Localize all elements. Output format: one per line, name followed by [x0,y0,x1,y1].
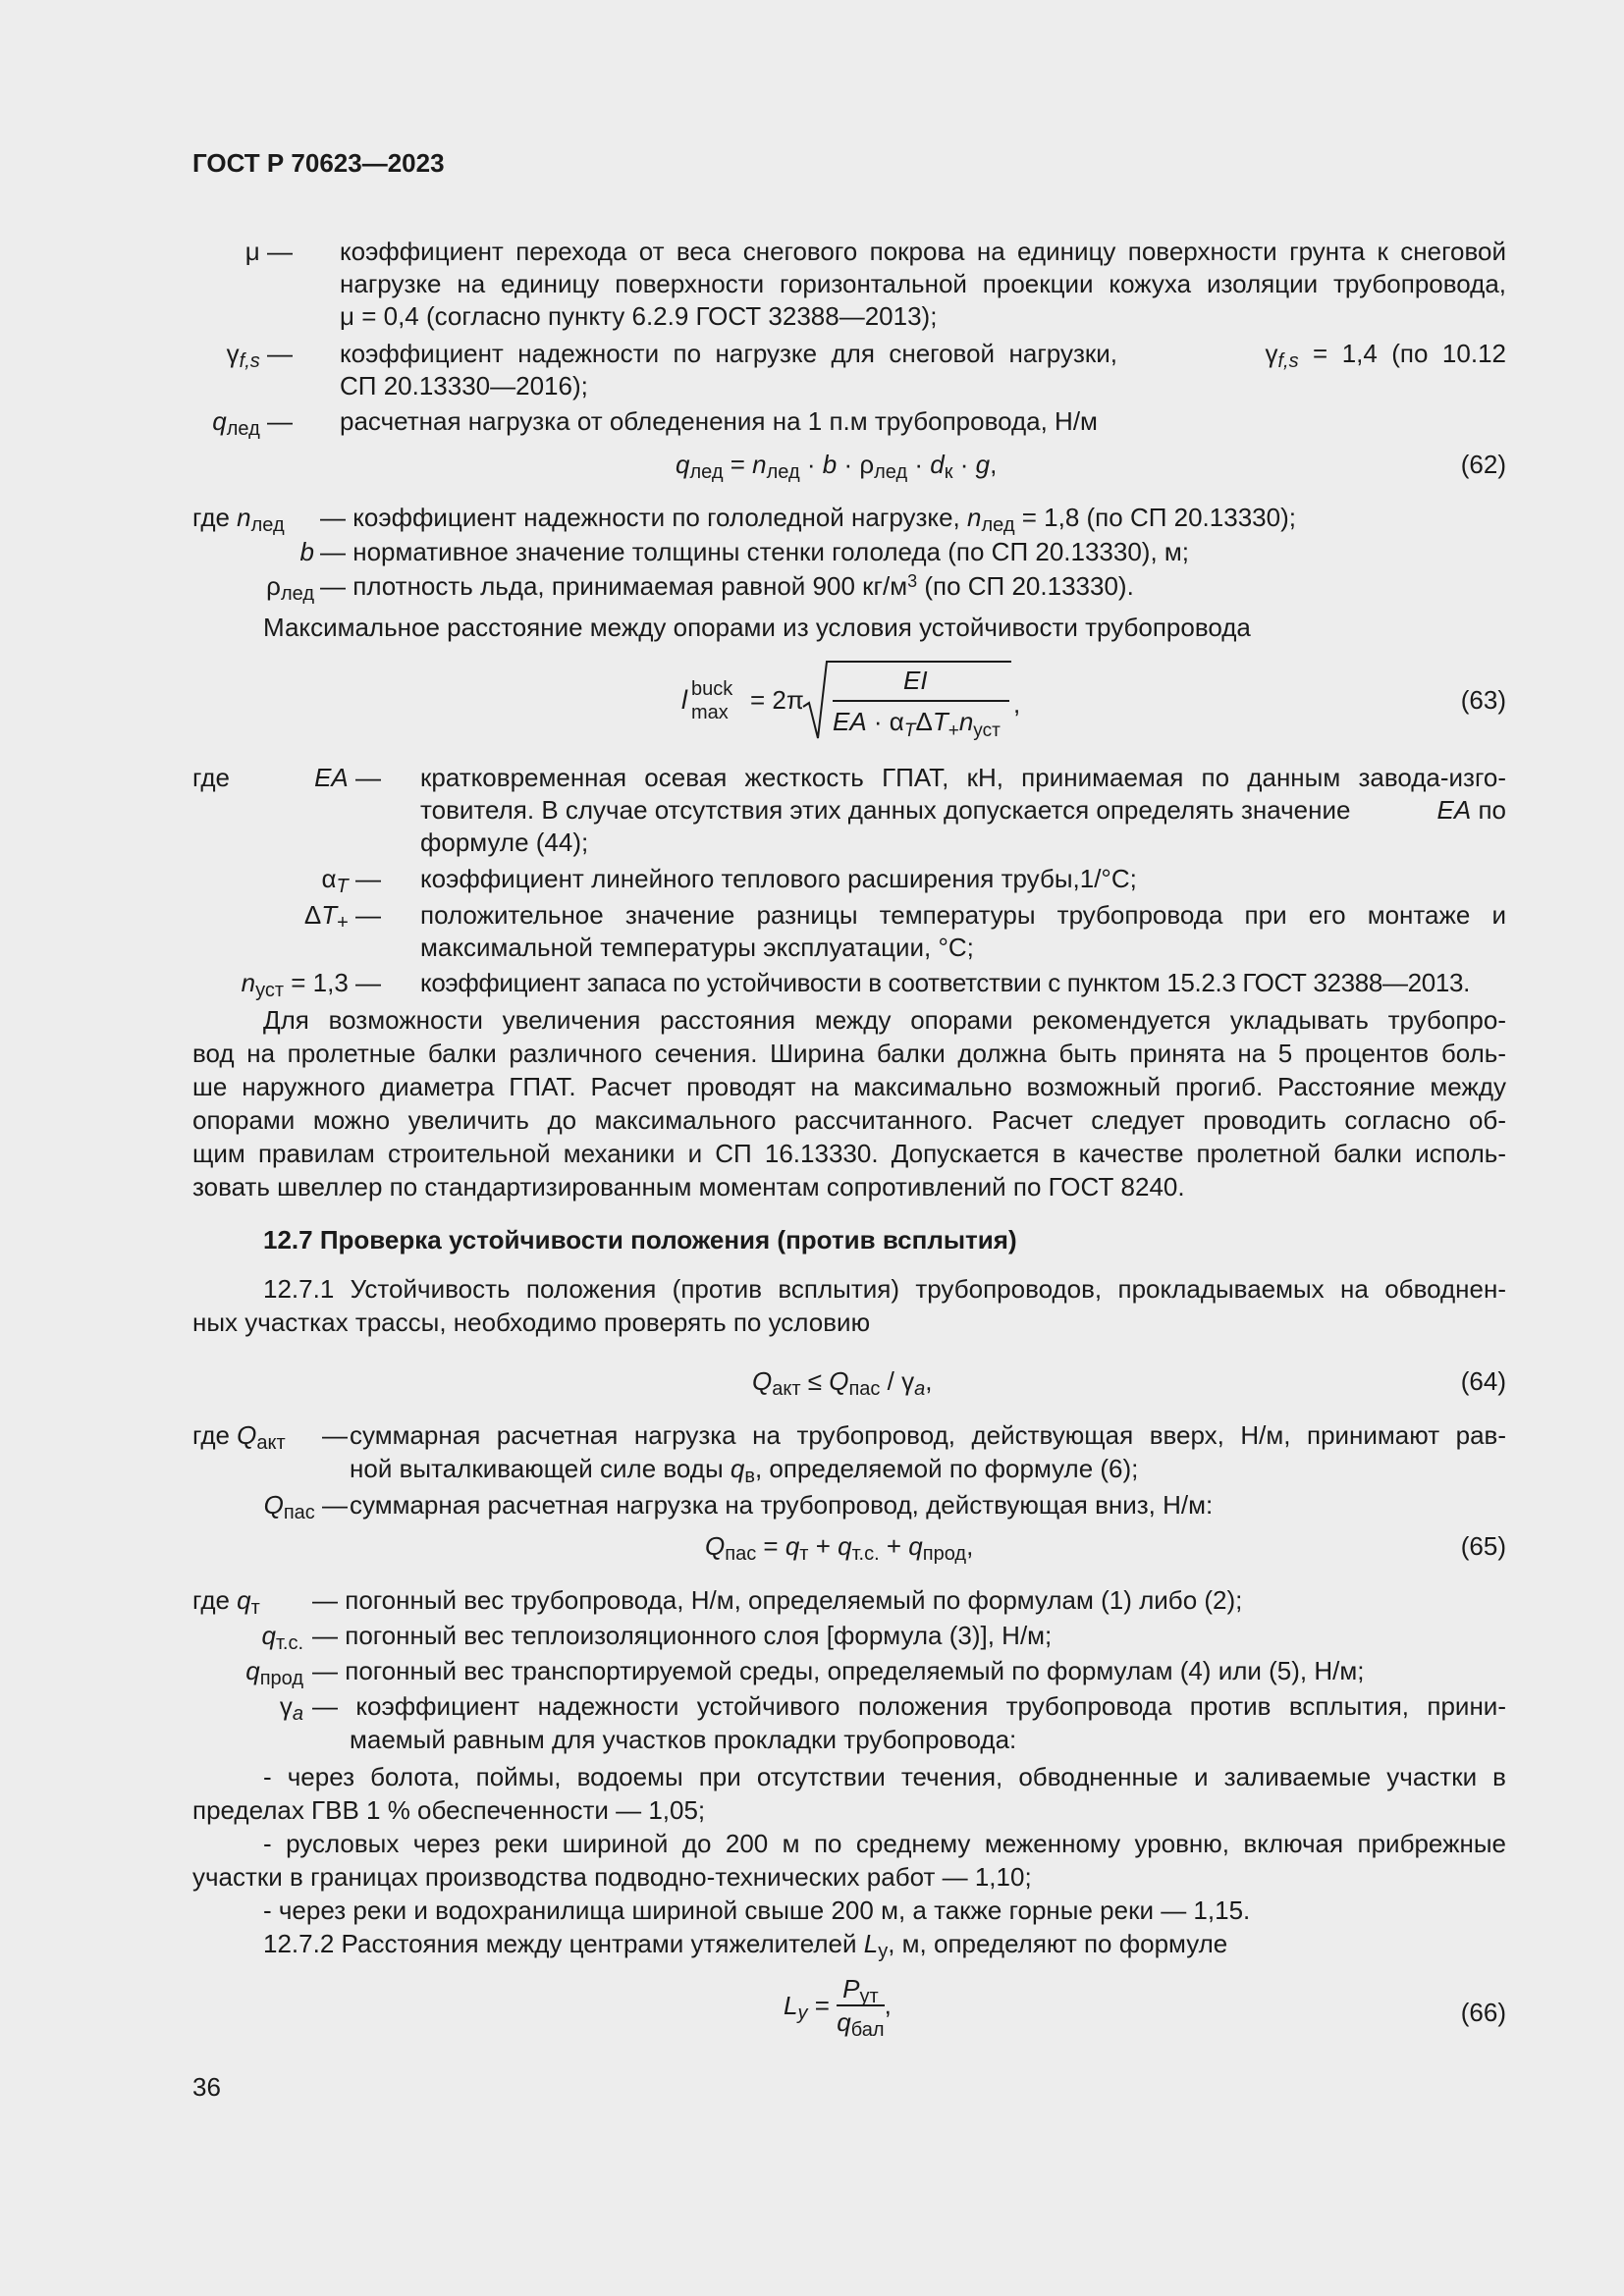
def-gamma-a-line1: — коэффициент надежности устойчивого положения трубопровода против всплытия, прини- [312,1691,1506,1721]
def-ea-line3: формуле (44); [420,828,589,857]
svg-text:l: l [681,685,687,715]
term-mu: μ — [244,237,293,266]
para-support-line3: ше наружного диаметра ГПАТ. Расчет проводят на максимально возможный прогиб. Расстояние между [192,1072,1506,1101]
equation-number-64: (64) [1460,1366,1506,1396]
def-q-akt-line2: ной выталкивающей силе воды $q_в$, определяемой по формуле (6); [350,1454,1139,1487]
term-delta-t: $\Delta T_+$ — [303,900,381,934]
def-q-t: — погонный вес трубопровода, Н/м, определяемый по формулам (1) либо (2); [312,1585,1243,1615]
def-mu-line2: нагрузке на единицу поверхности горизонтальной проекции кожуха изоляции трубопровода, [340,269,1506,298]
equation-number-62: (62) [1460,450,1506,479]
def-ea-line1: кратковременная осевая жесткость ГПАТ, кН, принимаемая по данным завода-изго- [420,763,1506,792]
svg-text:= 2π: = 2π [750,685,804,715]
term-alpha-t: $\alpha_T$ — [321,864,381,897]
svg-text:EA · αTΔT+nуст: EA · $\alpha_T\Delta T_+n_{уст}$ [833,707,1001,741]
term-q-pas: $Q_{пас}$ — [263,1490,348,1523]
equation-63-svg [677,658,1051,746]
def-gamma-a-line2: маемый равным для участков прокладки трубопровода: [350,1725,1017,1754]
bullet-3: - через реки и водохранилища шириной свыше 200 м, а также горные реки — 1,15. [263,1896,1251,1925]
def-q-prod: — погонный вес транспортируемой среды, определяемый по формулам (4) или (5), Н/м; [312,1656,1365,1685]
equation-62: $q_{лед} = n_{лед} \cdot b \cdot \rho_{лед} \cdot d_к \cdot g$, [676,450,998,483]
def-q-led: расчетная нагрузка от обледенения на 1 п.м трубопровода, Н/м [340,406,1098,436]
equation-number-66: (66) [1460,1998,1506,2027]
svg-text:max: max [691,702,729,723]
def-mu-line3: μ = 0,4 (согласно пункту 6.2.9 ГОСТ 32388—2013); [340,301,938,331]
def-ea-line2: товителя. В случае отсутствия этих данных допускается определять значение EA по [420,795,1506,825]
term-b: b [299,537,314,566]
bullet-2-line2: участки в границах производства подводно-технических работ — 1,10; [192,1862,1032,1892]
equation-63 [677,658,1051,753]
equation-number-63: (63) [1460,685,1506,715]
where-q-akt: где $Q_{акт}$ [192,1420,286,1454]
def-gamma-fs-line1: коэффициент надежности по нагрузке для снеговой нагрузки, $\gamma_{f,s} = 1,4$ (по 10.12 [340,339,1506,372]
para-1271-line2: ных участках трассы, необходимо проверять по условию [192,1308,871,1337]
def-delta-t-line1: положительное значение разницы температуры трубопровода при его монтаже и [420,900,1506,930]
para-support-line1: Для возможности увеличения расстояния между опорами рекомендуется укладывать трубопро- [263,1005,1506,1035]
para-support-line4: опорами можно увеличить до максимального рассчитанного. Расчет следует проводить согласно об- [192,1105,1506,1135]
term-q-prod: $q_{прод}$ [245,1656,303,1689]
def-n-ust: коэффициент запаса по устойчивости в соответствии с пунктом 15.2.3 ГОСТ 32388—2013. [420,968,1470,997]
section-title: 12.7 Проверка устойчивости положения (против всплытия) [263,1225,1017,1255]
def-b: — нормативное значение толщины стенки гололеда (по СП 20.13330), м; [320,537,1190,566]
def-delta-t-line2: максимальной температуры эксплуатации, °С; [420,933,974,962]
term-dash-akt: — [322,1420,348,1450]
document-header: ГОСТ Р 70623—2023 [192,148,445,178]
svg-text:EI: EI [903,666,928,695]
def-q-akt-line1: суммарная расчетная нагрузка на трубопровод, действующая вверх, Н/м, принимают рав- [350,1420,1506,1450]
term-gamma-fs: $\gamma_{f,s}$ — [226,339,293,372]
def-gamma-fs-line2: СП 20.13330—2016); [340,371,588,400]
def-n-led: — коэффициент надежности по гололедной нагрузке, $n_{лед} = 1,8$ (по СП 20.13330); [320,503,1296,536]
def-alpha-t: коэффициент линейного теплового расширения трубы,1/°С; [420,864,1137,893]
term-gamma-a: $\gamma_a$ [279,1691,303,1725]
equation-64: $Q_{акт} \le Q_{пас} / \gamma_a$, [752,1366,933,1400]
term-q-ts: $q_{т.с.}$ [261,1621,303,1654]
para-1271-line1: 12.7.1 Устойчивость положения (против всплытия) трубопроводов, прокладываемых на обводнен- [263,1274,1506,1304]
bullet-1-line1: - через болота, поймы, водоемы при отсутствии течения, обводненные и заливаемые участки в [263,1762,1506,1791]
def-mu-line1: коэффициент перехода от веса снегового покрова на единицу поверхности грунта к снеговой [340,237,1506,266]
para-support-line6: зовать швеллер по стандартизированным моментам сопротивлений по ГОСТ 8240. [192,1172,1185,1201]
def-q-pas: суммарная расчетная нагрузка на трубопровод, действующая вниз, Н/м: [350,1490,1214,1520]
term-rho-led: $\rho_{лед}$ [266,571,314,605]
para-support-line2: вод на пролетные балки различного сечения. Ширина балки должна быть принята на 5 процентов боль- [192,1039,1506,1068]
bullet-2-line1: - русловых через реки шириной до 200 м по среднему меженному уровню, включая прибрежные [263,1829,1506,1858]
para-1272: 12.7.2 Расстояния между центрами утяжелителей $L_у$, м, определяют по формуле [263,1929,1228,1962]
def-rho-led: — плотность льда, принимаемая равной 900 $кг/м^3$ (по СП 20.13330). [320,571,1134,601]
term-q-led: $q_{лед}$ — [212,406,293,440]
def-q-ts: — погонный вес теплоизоляционного слоя [формула (3)], Н/м; [312,1621,1053,1650]
term-n-ust: $n_{уст} = 1,3$ — [241,968,381,1001]
svg-text:,: , [1013,689,1021,719]
equation-66: $L_y$ = $\frac{P_{ут}}{q_{бал}}$ , [784,1974,892,2041]
where-label: где [192,763,230,792]
equation-66-fraction: $\frac{P_{ут}}{q_{бал}}$ [837,1974,885,2041]
equation-number-65: (65) [1460,1531,1506,1561]
para-support-line5: щим правилам строительной механики и СП 16.13330. Допускается в качестве пролетной балки исполь- [192,1139,1506,1168]
equation-65: $Q_{пас} = q_т + q_{т.с.} + q_{прод}$, [705,1531,974,1565]
page-number: 36 [192,2072,221,2102]
where-q-t: где $q_т$ [192,1585,260,1619]
term-ea: EA — [314,763,381,792]
bullet-1-line2: пределах ГВВ 1 % обеспеченности — 1,05; [192,1795,706,1825]
svg-text:buck: buck [691,678,733,700]
where-n-led: где $n_{лед}$ [192,503,285,536]
para-max-distance: Максимальное расстояние между опорами из условия устойчивости трубопровода [263,613,1251,642]
